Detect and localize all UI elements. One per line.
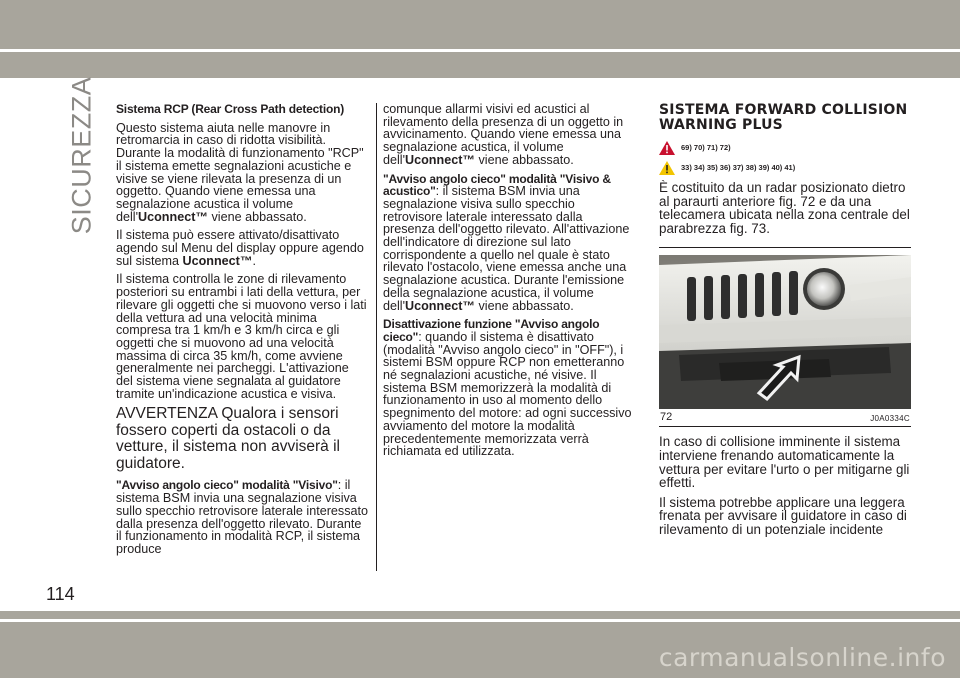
section-tab [54, 76, 110, 234]
uconnect-brand: Uconnect™ [405, 152, 475, 167]
rcp-paragraph-3: Il sistema controlla le zone di rilevamento posteriori su entrambi i lati della vettura, per rilevare gli oggetti che si muovono verso i lati della vettura ad una velocità minima compresa tra 1 km/h e 3 km/h circa e gli oggetti che si muovono ad una velocità massima di circa 35 km/h, come avviene generalmente nei parcheggi. L'attivazione del sistema viene segnalata al guidatore tramite un'indicazione acustica e visiva. [116, 272, 367, 401]
danger-references: 69) 70) 71) 72) [681, 142, 731, 152]
figure-72 [659, 247, 911, 427]
bsm-paragraph-3: Disattivazione funzione "Avviso angolo cieco": quando il sistema è disattivato (modalità "Avviso angolo cieco" in "OFF"), i sistemi BSM oppure RCP non emetteranno né segnalazioni acustiche, né visive. Il sistema BSM memorizzerà la modalità di funzionamento in uso al momento dello spegnimento del motore: ad ogni successivo avviamento del motore la modalità precedentemente memorizzata verrà richiamata ed utilizzata. [383, 317, 632, 459]
figure-number: 72 [660, 411, 673, 424]
uconnect-brand: Uconnect™ [405, 298, 475, 313]
header-band [0, 0, 960, 78]
uconnect-brand: Uconnect™ [138, 209, 208, 224]
column-2 [383, 103, 635, 464]
bsm-paragraph-1: comunque allarmi visivi ed acustici al rilevamento della presenza di un oggetto in avvicinamento. Quando viene emessa una segnalazione acustica, il volume dell'Uconnect™ viene abbassato. [383, 102, 624, 167]
fcw-paragraph-3: Il sistema potrebbe applicare una leggera frenata per avvisare il guidatore in caso di rilevamento di un potenziale incidente [659, 494, 907, 537]
warning-note: AVVERTENZA Qualora i sensori fossero coperti da ostacoli o da vetture, il sistema non avviserà il guidatore. [116, 405, 340, 472]
caution-reference-row [659, 161, 911, 175]
column-divider [376, 103, 377, 571]
section-label: SICUREZZA [66, 76, 97, 234]
rcp-paragraph-1: Questo sistema aiuta nelle manovre in retromarcia in caso di ridotta visibilità. Durante la modalità di funzionamento "RCP" il sistema emette segnalazioni acustiche e visive se viene rilevata la presenza di un oggetto. Quando viene emessa una segnalazione acustica il volume dell'Uconnect™ viene abbassato. [116, 120, 364, 224]
uconnect-brand: Uconnect™ [182, 253, 253, 268]
danger-warning-icon [659, 141, 675, 155]
rcp-paragraph-2: Il sistema può essere attivato/disattivato agendo sul Menu del display oppure agendo sul sistema Uconnect™. [116, 228, 364, 268]
fcw-paragraph-1: È costituito da un radar posizionato dietro al paraurti anteriore fig. 72 e da una telecamera ubicata nella zona centrale del parabrezza fig. 73. [659, 180, 910, 236]
page-number: 114 [46, 584, 75, 604]
visual-mode-label: "Avviso angolo cieco" modalità "Visivo" [116, 478, 338, 493]
car-front-bumper-image [659, 255, 911, 409]
deactivation-label: Disattivazione funzione "Avviso angolo cieco" [383, 317, 600, 344]
column-1 [116, 103, 368, 562]
caution-warning-icon [659, 161, 675, 175]
header-stripe [0, 49, 960, 52]
fcw-title: SISTEMA FORWARD COLLISION WARNING PLUS [659, 102, 908, 133]
column-3 [659, 103, 911, 543]
figure-code: J0A0334C [870, 414, 910, 424]
rcp-paragraph-4: "Avviso angolo cieco" modalità "Visivo": il sistema BSM invia una segnalazione visiva sullo specchio retrovisore laterale interessato dalla presenza dell'oggetto rilevato. Durante il funzionamento in modalità RCP, il sistema produce [116, 478, 368, 556]
danger-reference-row [659, 141, 911, 155]
rcp-heading: Sistema RCP (Rear Cross Path detection) [116, 102, 345, 116]
footer-band [0, 611, 960, 678]
visual-acoustic-mode-label: "Avviso angolo cieco" modalità "Visivo & acustico" [383, 171, 611, 199]
caution-references: 33) 34) 35) 36) 37) 38) 39) 40) 41) [681, 162, 796, 172]
watermark: carmanualsonline.info [658, 643, 946, 672]
footer-stripe [0, 619, 960, 622]
bsm-paragraph-2: "Avviso angolo cieco" modalità "Visivo & acustico": il sistema BSM invia una segnalazione visiva sullo specchio retrovisore laterale interessato dalla presenza dell'oggetto rilevato. All'attivazione dell'indicatore di direzione sul lato corrispondente a quello nel quale è stato rilevato l'ostacolo, viene emessa anche una segnalazione acustica. Durante l'emissione della segnalazione acustica, il volume dell'Uconnect™ viene abbassato. [383, 171, 630, 313]
fcw-paragraph-2: In caso di collisione imminente il sistema interviene frenando automaticamente la vettura per evitare l'urto o per mitigarne gli effetti. [659, 434, 910, 491]
